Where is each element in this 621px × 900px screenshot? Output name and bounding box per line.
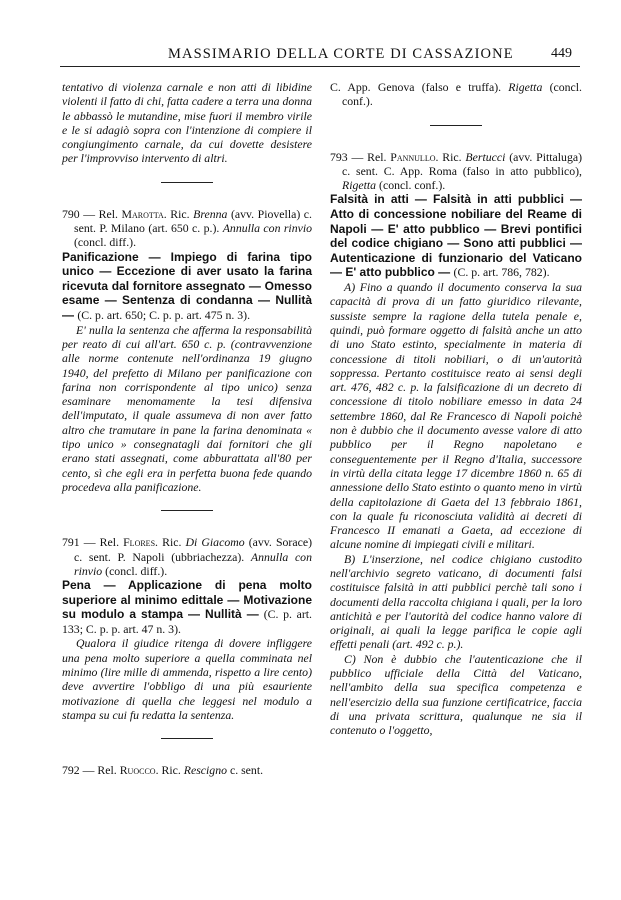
left-column bbox=[62, 80, 312, 778]
entry-number: 793 bbox=[330, 149, 348, 164]
entry-793-maxim-a: A) Fino a quando il documento conserva la sua capacità di prova di un fatto giuridico rilevante, sussiste sempre la ragione della tutela penale e, quindi, può formare oggetto di falsità anche un atto di uno Stato estinto, specialmente in materia di concessione di titoli nobiliari, o di un'autorità soppressa. Pertanto costituisce reato ai sensi degli art. 476, 482 c. p. la falsificazione di un decreto di concessione di titolo nobiliare emesso in data 24 settembre 1860, dal Re Francesco di Napoli poichè non è dubbio che il documento avesse valore di atto pubblico per il Regno napoletano e conseguentemente per il Regno d'Italia, successore in virtù della citata legge 17 dicembre 1860 n. 65 di annessione dello Stato estinto o quanto meno in virtù della capitolazione di Gaeta del 13 febbraio 1861, con la quale fu riconosciuta validità ai decreti di Francesco II emanati a Gaeta, ad eccezione di alcune nomine di impiegati civili e militari. bbox=[330, 280, 582, 552]
entry-793-citation: 793 — Rel. Pannullo. Ric. Bertucci (avv. Pittaluga) c. sent. C. App. Roma (falso in atto pubblico), Rigetta (concl. conf.). bbox=[330, 149, 583, 193]
appellant-name: Di Giacomo bbox=[185, 535, 245, 550]
entry-792-citation: 792 — Rel. Ruocco. Ric. Rescigno c. sent. bbox=[62, 763, 264, 778]
entry-790-citation: 790 — Rel. Marotta. Ric. Brenna (avv. Piovella) c. sent. P. Milano (art. 650 c. p.). Annulla con rinvio (concl. diff.). bbox=[62, 206, 313, 250]
decision-outcome: Annulla con rinvio bbox=[222, 221, 313, 236]
entry-793-maxim-c: C) Non è dubbio che l'autenticazione che il pubblico ufficiale della Città del Vaticano, nell'ambito della sua specifica competenza e nell'esercizio della sua funzione certificatrice, faccia di una privata scrittura, qualunque ne sia il contenuto o l'oggetto, bbox=[330, 651, 582, 738]
decision-outcome: Rigetta bbox=[342, 178, 377, 193]
right-column bbox=[330, 80, 582, 738]
entry-791-citation: 791 — Rel. Flores. Ric. Di Giacomo (avv. Sorace) c. sent. P. Napoli (ubbriachezza). Annulla con rinvio (concl. diff.). bbox=[62, 535, 312, 578]
continued-citation: C. App. Genova (falso e truffa). Rigetta (concl. conf.). bbox=[330, 80, 582, 109]
decision-outcome: Annulla con rinvio bbox=[74, 549, 312, 578]
entry-791-maxim: Qualora il giudice ritenga di dovere infliggere una pena molto superiore a quella comminata nel minimo (lire mille di ammenda, rispetto a lire cento) deve avvertire l'obbligo di una più esauriente motivazione di quella che leggesi nel modulo a stampa su cui fu redatta la sentenza. bbox=[62, 636, 312, 722]
entry-791-heading: Pena — Applicazione di pena molto superiore al minimo edittale — Motivazione su modulo a stampa — Nullità — (C. p. art. 133; C. p. p. art. 47 n. 3). bbox=[62, 578, 312, 636]
entry-790-heading: Panificazione — Impiego di farina tipo unico — Eccezione di aver usato la farina ricevuta dal fornitore assegnato — Omesso esame — Sentenza di condanna — Nullità — (C. p. art. 650; C. p. p. art. 475 n. 3). bbox=[62, 249, 312, 323]
rapporteur-name: Ruocco bbox=[119, 763, 156, 778]
entry-793-heading: Falsità in atti — Falsità in atti pubblici — Atto di concessione nobiliare del Reame di Napoli — E' atto pubblico — Brevi pontifici del codice chigiano — Sono atti pubblici — Autenticazione di funzionario del Vaticano — E' atto pubblico — (C. p. art. 786, 782). bbox=[330, 192, 582, 280]
appellant-name: Bertucci bbox=[465, 149, 506, 164]
page-number: 449 bbox=[551, 46, 572, 61]
rapporteur-name: Marotta bbox=[121, 206, 164, 221]
entry-number: 790 bbox=[62, 206, 80, 221]
appellant-name: Rescigno bbox=[183, 763, 227, 778]
rapporteur-name: Flores bbox=[123, 535, 156, 550]
entry-793-maxim-b: B) L'inserzione, nel codice chigiano custodito nell'archivio segreto vaticano, di documenti falsi costituisce falsità in atti pubblici perchè tali sono i documenti della raccolta chigiana i quali, per la loro antichità e per l'autorità del codice hanno valore di originali, ai quali la legge parifica le copie agli effetti penali (art. 492 c. p.). bbox=[330, 551, 582, 652]
entry-number: 791 bbox=[62, 535, 80, 550]
entry-790-maxim: E' nulla la sentenza che afferma la responsabilità per reato di cui all'art. 650 c. p. (contravvenzione alle norme contenute nell'ordinanza 19 giugno 1940, del prefetto di Milano per panificazione con farina non corrispondente al tipo unico) senza esaminare menomamente la tesi difensiva dell'imputato, il quale assumeva di non aver fatto altro che tramutare in pane la farina denominata « tipo unico » consegnatagli dai fornitori che gli erano stati assegnati, come abburattata all'80 per cento, sì che egli era in perfetta buona fede quando procedeva alla panificazione. bbox=[62, 322, 312, 494]
running-header bbox=[60, 44, 580, 67]
decision-outcome: Rigetta bbox=[508, 80, 543, 94]
continued-maxim: tentativo di violenza carnale e non atti di libidine violenti il fatto di chi, fatta cadere a terra una donna le abbassò le mutandine, mise fuori il membro virile e le si adagiò sopra con l'intenzione di compiere il congiungimento carnale, da cui dovette desistere per l'improvviso intervento di altri. bbox=[62, 80, 312, 166]
entry-number: 792 bbox=[62, 763, 80, 778]
rapporteur-name: Pannullo bbox=[390, 149, 436, 164]
header-title: MASSIMARIO DELLA CORTE DI CASSAZIONE bbox=[168, 46, 514, 62]
appellant-name: Brenna bbox=[193, 206, 228, 221]
